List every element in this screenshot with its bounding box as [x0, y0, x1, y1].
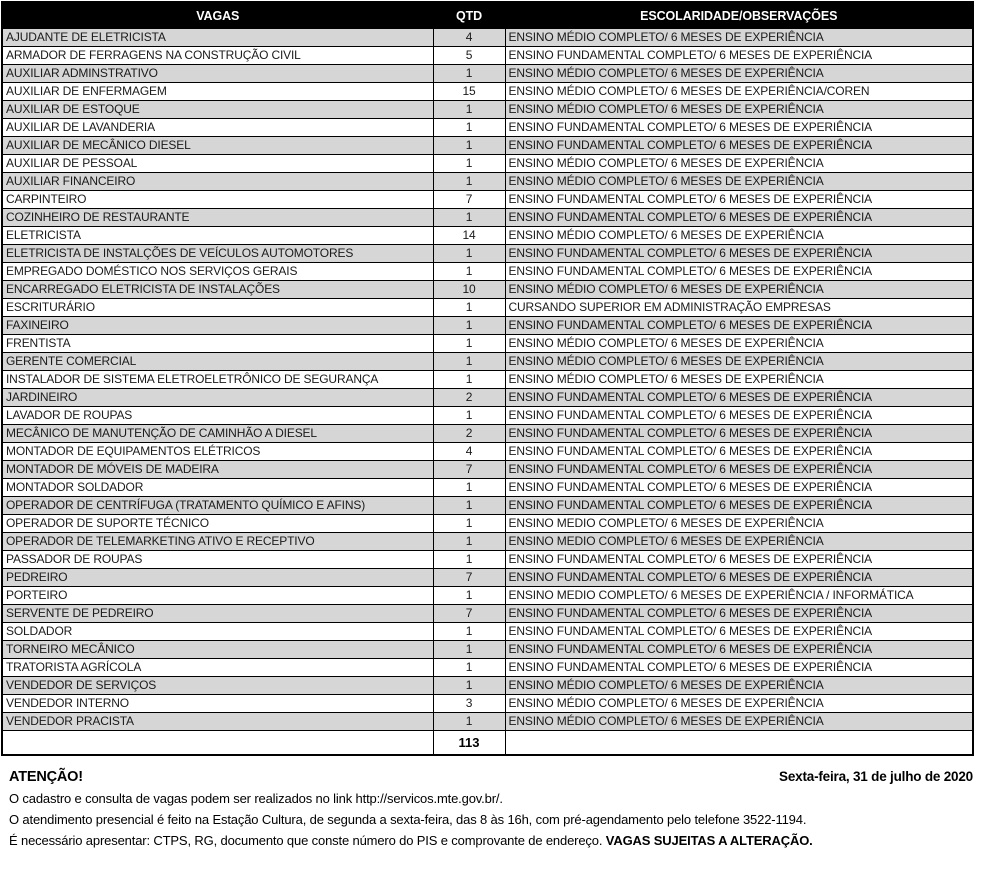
obs-cell: ENSINO FUNDAMENTAL COMPLETO/ 6 MESES DE EXPERIÊNCIA	[505, 497, 973, 515]
vaga-cell: SERVENTE DE PEDREIRO	[2, 605, 433, 623]
table-row	[2, 299, 973, 317]
footer-line-registration: O cadastro e consulta de vagas podem ser realizados no link http://servicos.mte.gov.br/.	[9, 791, 503, 806]
qtd-cell: 1	[433, 623, 505, 641]
obs-cell: ENSINO MÉDIO COMPLETO/ 6 MESES DE EXPERIÊNCIA	[505, 371, 973, 389]
qtd-cell: 1	[433, 533, 505, 551]
obs-cell: ENSINO MÉDIO COMPLETO/ 6 MESES DE EXPERIÊNCIA	[505, 281, 973, 299]
vaga-cell: VENDEDOR PRACISTA	[2, 713, 433, 731]
vaga-cell: PORTEIRO	[2, 587, 433, 605]
table-row	[2, 137, 973, 155]
vaga-cell: MONTADOR SOLDADOR	[2, 479, 433, 497]
obs-cell: ENSINO FUNDAMENTAL COMPLETO/ 6 MESES DE EXPERIÊNCIA	[505, 245, 973, 263]
qtd-cell: 7	[433, 569, 505, 587]
vaga-cell: EMPREGADO DOMÉSTICO NOS SERVIÇOS GERAIS	[2, 263, 433, 281]
qtd-cell: 1	[433, 173, 505, 191]
vaga-cell: MONTADOR DE EQUIPAMENTOS ELÉTRICOS	[2, 443, 433, 461]
vacancies-body	[2, 29, 973, 731]
vaga-cell: COZINHEIRO DE RESTAURANTE	[2, 209, 433, 227]
table-row	[2, 623, 973, 641]
table-row	[2, 83, 973, 101]
qtd-cell: 1	[433, 713, 505, 731]
table-row	[2, 173, 973, 191]
qtd-cell: 4	[433, 443, 505, 461]
footer-line-documents	[9, 830, 973, 851]
table-row	[2, 533, 973, 551]
table-row	[2, 551, 973, 569]
obs-cell: ENSINO MEDIO COMPLETO/ 6 MESES DE EXPERIÊNCIA	[505, 515, 973, 533]
table-row	[2, 119, 973, 137]
total-qtd-cell: 113	[433, 731, 505, 756]
qtd-cell: 7	[433, 605, 505, 623]
qtd-cell: 4	[433, 29, 505, 47]
obs-cell: ENSINO FUNDAMENTAL COMPLETO/ 6 MESES DE EXPERIÊNCIA	[505, 659, 973, 677]
obs-cell: ENSINO FUNDAMENTAL COMPLETO/ 6 MESES DE EXPERIÊNCIA	[505, 425, 973, 443]
qtd-cell: 1	[433, 641, 505, 659]
qtd-cell: 1	[433, 371, 505, 389]
date-label: Sexta-feira, 31 de julho de 2020	[779, 769, 973, 784]
table-row	[2, 605, 973, 623]
obs-cell: ENSINO FUNDAMENTAL COMPLETO/ 6 MESES DE EXPERIÊNCIA	[505, 641, 973, 659]
table-row	[2, 209, 973, 227]
obs-cell: ENSINO FUNDAMENTAL COMPLETO/ 6 MESES DE EXPERIÊNCIA	[505, 443, 973, 461]
total-empty-cell	[505, 731, 973, 756]
vaga-cell: ELETRICISTA DE INSTALÇÕES DE VEÍCULOS AUTOMOTORES	[2, 245, 433, 263]
footer-line-attendance: O atendimento presencial é feito na Estação Cultura, de segunda a sexta-feira, das 8 às 16h, com pré-agendamento pelo telefone 3522-1194.	[9, 812, 807, 827]
vaga-cell: ELETRICISTA	[2, 227, 433, 245]
vaga-cell: MONTADOR DE MÓVEIS DE MADEIRA	[2, 461, 433, 479]
table-row	[2, 461, 973, 479]
footer-notes	[9, 769, 973, 851]
table-row	[2, 695, 973, 713]
table-row	[2, 515, 973, 533]
obs-cell: ENSINO FUNDAMENTAL COMPLETO/ 6 MESES DE EXPERIÊNCIA	[505, 317, 973, 335]
vaga-cell: AUXILIAR FINANCEIRO	[2, 173, 433, 191]
qtd-cell: 1	[433, 497, 505, 515]
qtd-cell: 2	[433, 389, 505, 407]
obs-cell: ENSINO MÉDIO COMPLETO/ 6 MESES DE EXPERIÊNCIA	[505, 155, 973, 173]
qtd-cell: 7	[433, 461, 505, 479]
table-row	[2, 443, 973, 461]
attention-label: ATENÇÃO!	[9, 769, 83, 785]
vaga-cell: AUXILIAR DE PESSOAL	[2, 155, 433, 173]
qtd-cell: 14	[433, 227, 505, 245]
qtd-cell: 1	[433, 515, 505, 533]
table-row	[2, 227, 973, 245]
qtd-cell: 1	[433, 65, 505, 83]
header-vagas: VAGAS	[2, 2, 433, 29]
vaga-cell: FAXINEIRO	[2, 317, 433, 335]
obs-cell: ENSINO FUNDAMENTAL COMPLETO/ 6 MESES DE EXPERIÊNCIA	[505, 209, 973, 227]
table-row	[2, 335, 973, 353]
attention-row	[9, 769, 973, 785]
obs-cell: ENSINO MÉDIO COMPLETO/ 6 MESES DE EXPERIÊNCIA/COREN	[505, 83, 973, 101]
vaga-cell: VENDEDOR DE SERVIÇOS	[2, 677, 433, 695]
qtd-cell: 1	[433, 299, 505, 317]
qtd-cell: 1	[433, 677, 505, 695]
obs-cell: ENSINO FUNDAMENTAL COMPLETO/ 6 MESES DE EXPERIÊNCIA	[505, 137, 973, 155]
obs-cell: ENSINO FUNDAMENTAL COMPLETO/ 6 MESES DE EXPERIÊNCIA	[505, 551, 973, 569]
table-row	[2, 47, 973, 65]
vaga-cell: LAVADOR DE ROUPAS	[2, 407, 433, 425]
vaga-cell: ENCARREGADO ELETRICISTA DE INSTALAÇÕES	[2, 281, 433, 299]
qtd-cell: 7	[433, 191, 505, 209]
vaga-cell: TORNEIRO MECÂNICO	[2, 641, 433, 659]
qtd-cell: 3	[433, 695, 505, 713]
qtd-cell: 1	[433, 263, 505, 281]
vaga-cell: AUXILIAR DE ESTOQUE	[2, 101, 433, 119]
vaga-cell: PEDREIRO	[2, 569, 433, 587]
table-row	[2, 587, 973, 605]
qtd-cell: 1	[433, 101, 505, 119]
table-row	[2, 245, 973, 263]
vaga-cell: MECÂNICO DE MANUTENÇÃO DE CAMINHÃO A DIESEL	[2, 425, 433, 443]
vaga-cell: SOLDADOR	[2, 623, 433, 641]
table-row	[2, 389, 973, 407]
vaga-cell: INSTALADOR DE SISTEMA ELETROELETRÔNICO DE SEGURANÇA	[2, 371, 433, 389]
qtd-cell: 1	[433, 587, 505, 605]
obs-cell: ENSINO MEDIO COMPLETO/ 6 MESES DE EXPERIÊNCIA / INFORMÁTICA	[505, 587, 973, 605]
qtd-cell: 1	[433, 353, 505, 371]
qtd-cell: 15	[433, 83, 505, 101]
table-header	[2, 2, 973, 29]
qtd-cell: 5	[433, 47, 505, 65]
vaga-cell: AUXILIAR ADMINSTRATIVO	[2, 65, 433, 83]
vaga-cell: ARMADOR DE FERRAGENS NA CONSTRUÇÃO CIVIL	[2, 47, 433, 65]
table-row	[2, 263, 973, 281]
obs-cell: ENSINO MÉDIO COMPLETO/ 6 MESES DE EXPERIÊNCIA	[505, 335, 973, 353]
table-row	[2, 29, 973, 47]
qtd-cell: 1	[433, 119, 505, 137]
vaga-cell: AUXILIAR DE ENFERMAGEM	[2, 83, 433, 101]
obs-cell: ENSINO FUNDAMENTAL COMPLETO/ 6 MESES DE EXPERIÊNCIA	[505, 605, 973, 623]
obs-cell: ENSINO MÉDIO COMPLETO/ 6 MESES DE EXPERIÊNCIA	[505, 695, 973, 713]
obs-cell: ENSINO FUNDAMENTAL COMPLETO/ 6 MESES DE EXPERIÊNCIA	[505, 119, 973, 137]
vaga-cell: FRENTISTA	[2, 335, 433, 353]
vaga-cell: ESCRITURÁRIO	[2, 299, 433, 317]
vaga-cell: JARDINEIRO	[2, 389, 433, 407]
vaga-cell: AUXILIAR DE LAVANDERIA	[2, 119, 433, 137]
vaga-cell: OPERADOR DE SUPORTE TÉCNICO	[2, 515, 433, 533]
qtd-cell: 1	[433, 659, 505, 677]
qtd-cell: 1	[433, 407, 505, 425]
table-row	[2, 677, 973, 695]
table-row	[2, 191, 973, 209]
table-row	[2, 65, 973, 83]
vacancies-table	[1, 1, 974, 756]
obs-cell: ENSINO FUNDAMENTAL COMPLETO/ 6 MESES DE EXPERIÊNCIA	[505, 569, 973, 587]
footer-line-documents-warning: VAGAS SUJEITAS A ALTERAÇÃO.	[605, 833, 813, 848]
obs-cell: ENSINO FUNDAMENTAL COMPLETO/ 6 MESES DE EXPERIÊNCIA	[505, 389, 973, 407]
obs-cell: ENSINO MEDIO COMPLETO/ 6 MESES DE EXPERIÊNCIA	[505, 533, 973, 551]
qtd-cell: 1	[433, 137, 505, 155]
table-row	[2, 281, 973, 299]
table-row	[2, 479, 973, 497]
qtd-cell: 1	[433, 209, 505, 227]
header-row	[2, 2, 973, 29]
obs-cell: CURSANDO SUPERIOR EM ADMINISTRAÇÃO EMPRESAS	[505, 299, 973, 317]
table-row	[2, 371, 973, 389]
vaga-cell: CARPINTEIRO	[2, 191, 433, 209]
obs-cell: ENSINO MÉDIO COMPLETO/ 6 MESES DE EXPERIÊNCIA	[505, 227, 973, 245]
obs-cell: ENSINO MÉDIO COMPLETO/ 6 MESES DE EXPERIÊNCIA	[505, 713, 973, 731]
table-row	[2, 659, 973, 677]
table-row	[2, 317, 973, 335]
qtd-cell: 1	[433, 155, 505, 173]
table-row	[2, 641, 973, 659]
qtd-cell: 1	[433, 335, 505, 353]
obs-cell: ENSINO FUNDAMENTAL COMPLETO/ 6 MESES DE EXPERIÊNCIA	[505, 623, 973, 641]
qtd-cell: 2	[433, 425, 505, 443]
vaga-cell: TRATORISTA AGRÍCOLA	[2, 659, 433, 677]
header-qtd: QTD	[433, 2, 505, 29]
obs-cell: ENSINO MÉDIO COMPLETO/ 6 MESES DE EXPERIÊNCIA	[505, 29, 973, 47]
qtd-cell: 10	[433, 281, 505, 299]
total-row	[2, 731, 973, 756]
table-row	[2, 713, 973, 731]
vaga-cell: OPERADOR DE CENTRÍFUGA (TRATAMENTO QUÍMICO E AFINS)	[2, 497, 433, 515]
total-empty-cell	[2, 731, 433, 756]
obs-cell: ENSINO MÉDIO COMPLETO/ 6 MESES DE EXPERIÊNCIA	[505, 101, 973, 119]
vaga-cell: AUXILIAR DE MECÂNICO DIESEL	[2, 137, 433, 155]
vaga-cell: VENDEDOR INTERNO	[2, 695, 433, 713]
qtd-cell: 1	[433, 479, 505, 497]
obs-cell: ENSINO MÉDIO COMPLETO/ 6 MESES DE EXPERIÊNCIA	[505, 173, 973, 191]
obs-cell: ENSINO MÉDIO COMPLETO/ 6 MESES DE EXPERIÊNCIA	[505, 65, 973, 83]
table-row	[2, 425, 973, 443]
obs-cell: ENSINO FUNDAMENTAL COMPLETO/ 6 MESES DE EXPERIÊNCIA	[505, 263, 973, 281]
obs-cell: ENSINO FUNDAMENTAL COMPLETO/ 6 MESES DE EXPERIÊNCIA	[505, 461, 973, 479]
vaga-cell: AJUDANTE DE ELETRICISTA	[2, 29, 433, 47]
vaga-cell: PASSADOR DE ROUPAS	[2, 551, 433, 569]
vaga-cell: GERENTE COMERCIAL	[2, 353, 433, 371]
table-row	[2, 353, 973, 371]
vaga-cell: OPERADOR DE TELEMARKETING ATIVO E RECEPTIVO	[2, 533, 433, 551]
obs-cell: ENSINO FUNDAMENTAL COMPLETO/ 6 MESES DE EXPERIÊNCIA	[505, 47, 973, 65]
obs-cell: ENSINO MÉDIO COMPLETO/ 6 MESES DE EXPERIÊNCIA	[505, 353, 973, 371]
obs-cell: ENSINO FUNDAMENTAL COMPLETO/ 6 MESES DE EXPERIÊNCIA	[505, 479, 973, 497]
qtd-cell: 1	[433, 317, 505, 335]
table-footer	[2, 731, 973, 756]
obs-cell: ENSINO FUNDAMENTAL COMPLETO/ 6 MESES DE EXPERIÊNCIA	[505, 407, 973, 425]
obs-cell: ENSINO FUNDAMENTAL COMPLETO/ 6 MESES DE EXPERIÊNCIA	[505, 191, 973, 209]
table-row	[2, 569, 973, 587]
table-row	[2, 101, 973, 119]
qtd-cell: 1	[433, 551, 505, 569]
table-row	[2, 407, 973, 425]
table-row	[2, 497, 973, 515]
qtd-cell: 1	[433, 245, 505, 263]
footer-line-documents-text: É necessário apresentar: CTPS, RG, documento que conste número do PIS e comprovante de endereço.	[9, 833, 606, 848]
obs-cell: ENSINO MÉDIO COMPLETO/ 6 MESES DE EXPERIÊNCIA	[505, 677, 973, 695]
table-row	[2, 155, 973, 173]
header-escolaridade: ESCOLARIDADE/OBSERVAÇÕES	[505, 2, 973, 29]
